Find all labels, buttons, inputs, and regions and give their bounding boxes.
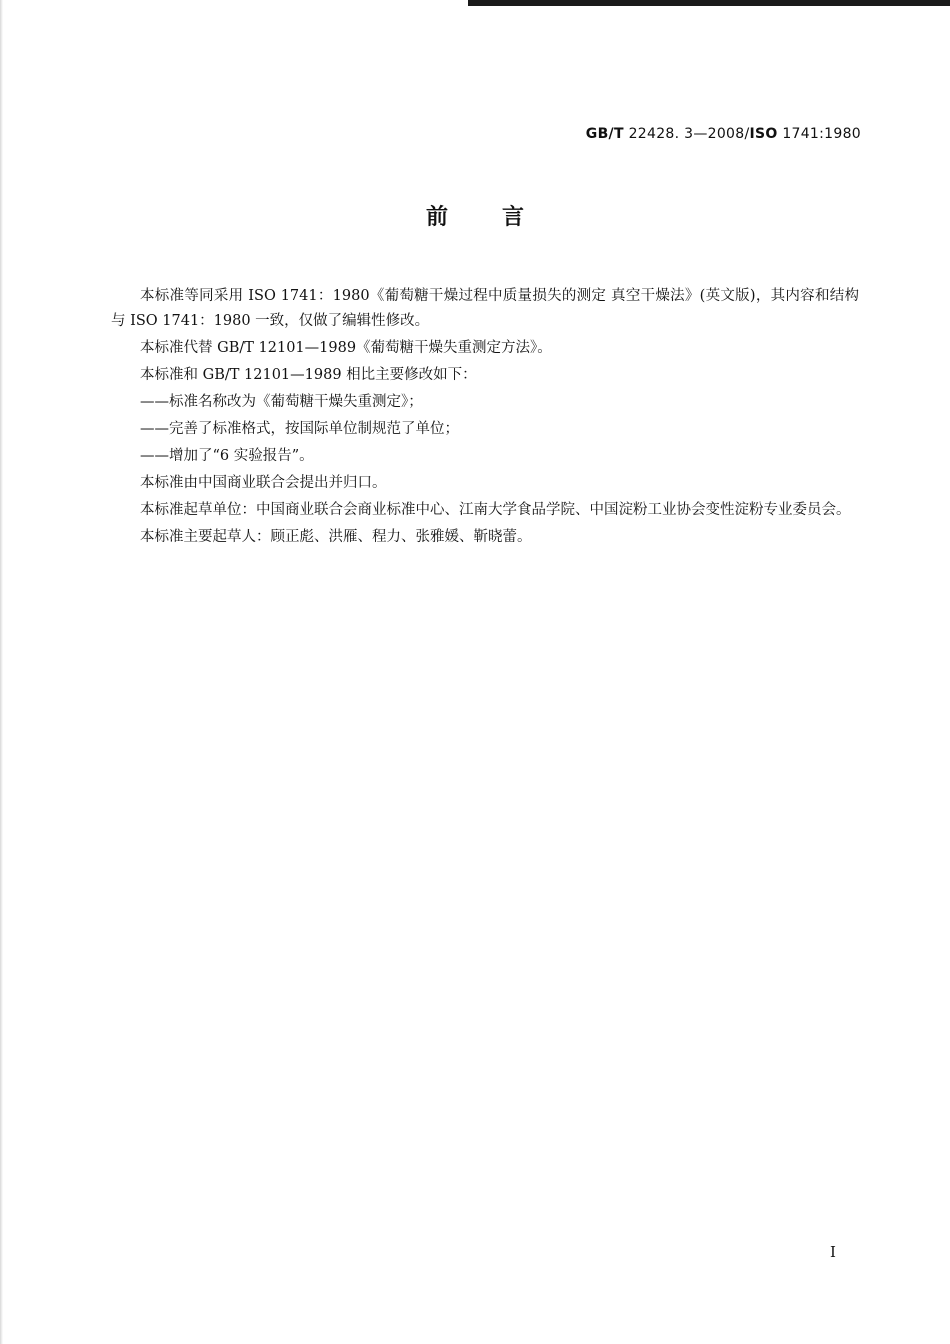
paragraph-drafters: 本标准主要起草人：顾正彪、洪雁、程力、张雅媛、靳晓蕾。: [140, 529, 532, 545]
paragraph-drafting-units: 本标准起草单位：中国商业联合会商业标准中心、江南大学食品学院、中国淀粉工业协会变性淀粉专业委员会。: [140, 502, 851, 518]
std-code-number: 22428. 3—2008/: [623, 126, 750, 142]
paragraph-adoption: 本标准等同采用 ISO 1741：1980《葡萄糖干燥过程中质量损失的测定 真空干燥法》(英文版)，其内容和结构与 ISO 1741：1980 一致，仅做了编辑性修改。: [111, 288, 859, 329]
foreword-body: [111, 284, 859, 552]
list-item-change-3: ——增加了“6 实验报告”。: [140, 448, 314, 464]
standard-number-header: [586, 126, 861, 142]
std-code-prefix: GB/T: [585, 126, 624, 142]
page-number: I: [830, 1243, 836, 1261]
iso-prefix: ISO: [749, 126, 778, 142]
paragraph-proposer: 本标准由中国商业联合会提出并归口。: [140, 475, 387, 491]
paragraph-changes-intro: 本标准和 GB/T 12101—1989 相比主要修改如下：: [140, 367, 477, 383]
list-item-change-1: ——标准名称改为《葡萄糖干燥失重测定》；: [140, 394, 423, 410]
paragraph-replaces: 本标准代替 GB/T 12101—1989《葡萄糖干燥失重测定方法》。: [140, 340, 552, 356]
iso-number: 1741:1980: [777, 126, 861, 142]
top-border-rule: [468, 0, 950, 6]
list-item-change-2: ——完善了标准格式，按国际单位制规范了单位；: [140, 421, 459, 437]
page-title: 前言: [425, 205, 578, 230]
